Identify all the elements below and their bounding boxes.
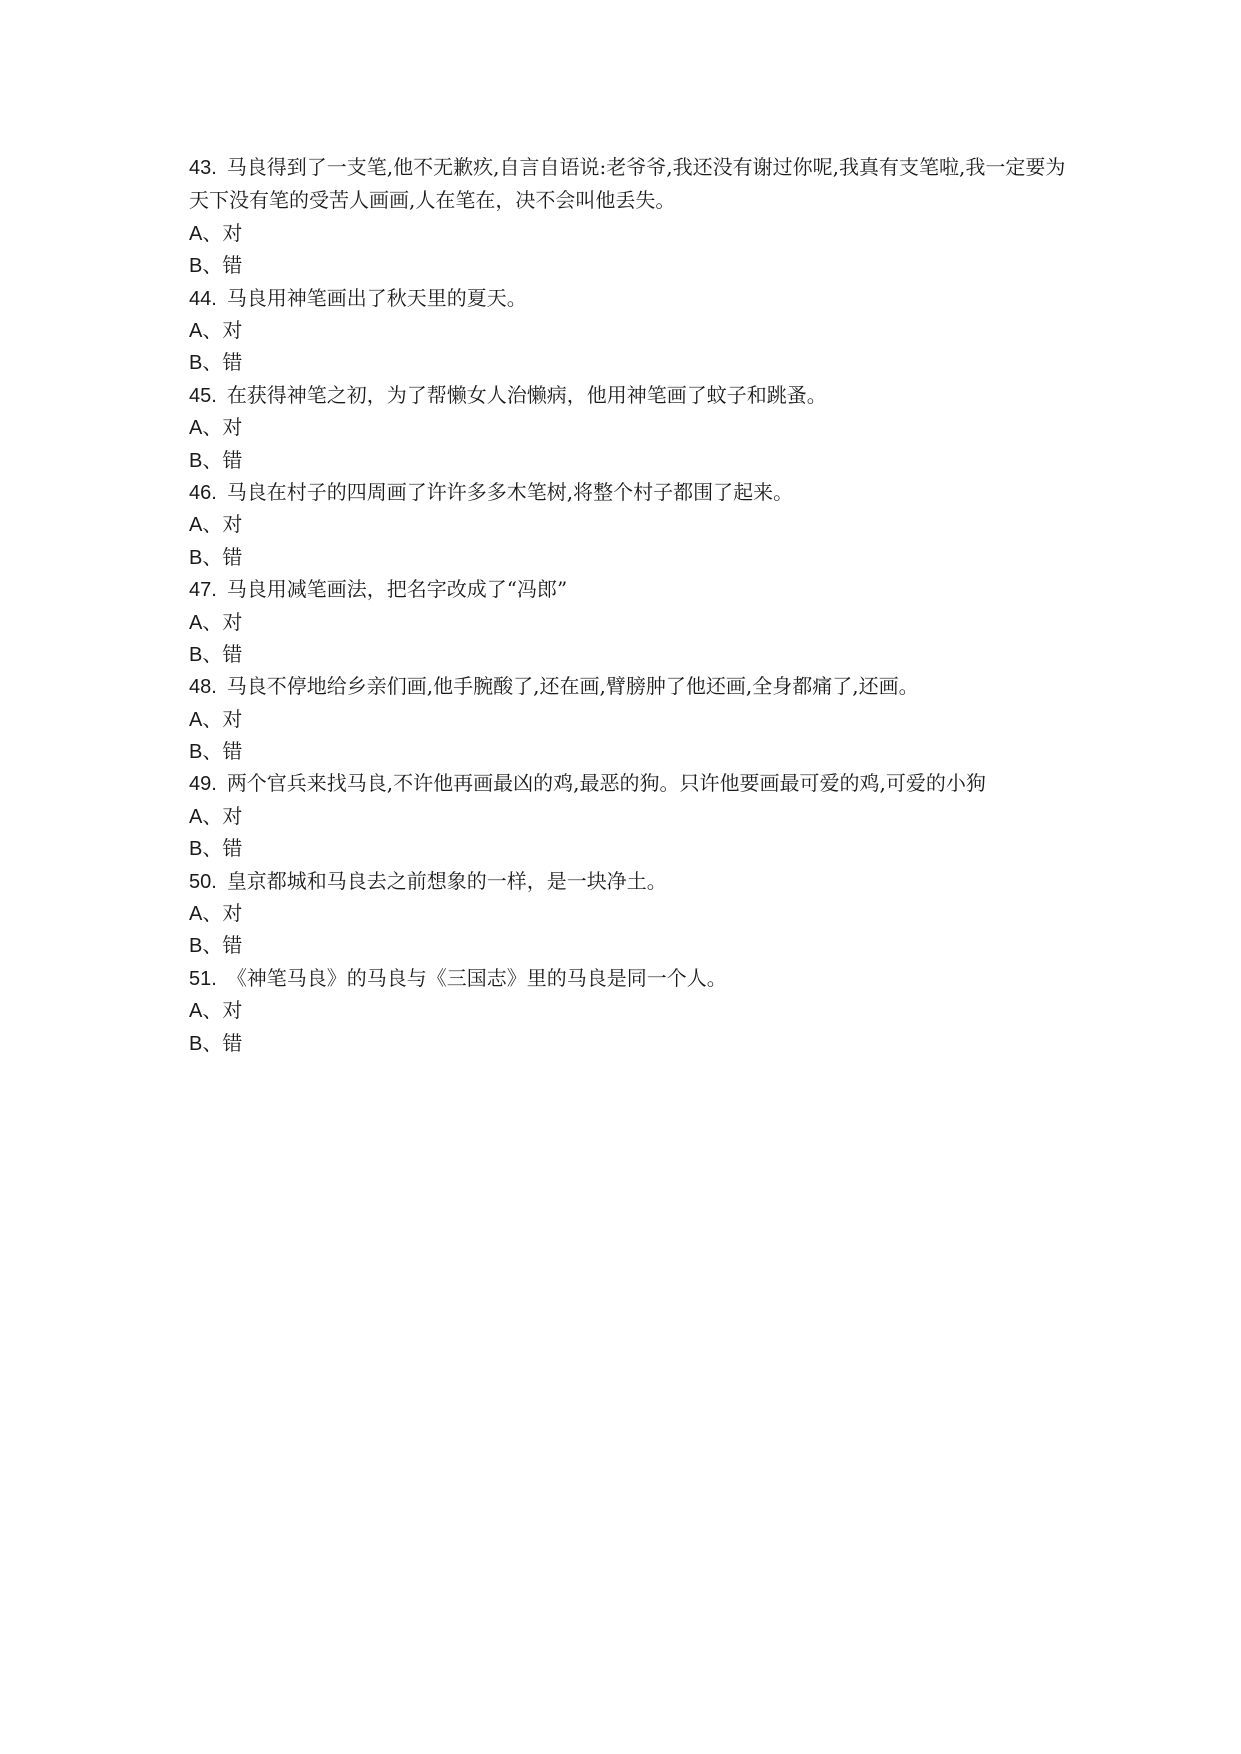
question-50 <box>189 865 1069 897</box>
option-letter: B <box>189 741 203 764</box>
option-separator: 、 <box>202 1030 223 1055</box>
option-letter: B <box>189 838 203 861</box>
question-number: 46. <box>189 481 217 504</box>
option-text: 对 <box>222 220 243 245</box>
option-letter: A <box>189 708 203 731</box>
option-b[interactable] <box>189 735 1069 767</box>
option-text: 错 <box>222 739 243 764</box>
option-separator: 、 <box>202 544 223 569</box>
question-text: 马良在村子的四周画了许许多多木笔树,将整个村子都围了起来。 <box>226 479 794 504</box>
question-number: 48. <box>189 676 217 699</box>
option-separator: 、 <box>202 706 223 731</box>
question-text: 皇京都城和马良去之前想象的一样，是一块净土。 <box>226 868 667 893</box>
option-text: 对 <box>222 609 243 634</box>
question-text: 两个官兵来找马良,不许他再画最凶的鸡,最恶的狗。只许他要画最可爱的鸡,可爱的小狗 <box>226 771 986 796</box>
option-letter: B <box>189 255 203 278</box>
question-text: 马良用减笔画法，把名字改成了“冯郎” <box>226 577 568 602</box>
option-a[interactable] <box>189 800 1069 832</box>
option-b[interactable] <box>189 929 1069 961</box>
question-number: 50. <box>189 870 217 893</box>
question-44 <box>189 282 1069 314</box>
option-b[interactable] <box>189 832 1069 864</box>
option-b[interactable] <box>189 1027 1069 1059</box>
option-a[interactable] <box>189 994 1069 1026</box>
option-letter: A <box>189 319 203 342</box>
option-letter: A <box>189 903 203 926</box>
question-text: 马良得到了一支笔,他不无歉疚,自言自语说:老爷爷,我还没有谢过你呢,我真有支笔啦,我一定要为天下没有笔的受苦人画画,人在笔在，决不会叫他丢失。 <box>189 155 1066 213</box>
quiz-page <box>189 151 1069 1059</box>
question-text: 马良不停地给乡亲们画,他手腕酸了,还在画,臂膀肿了他还画,全身都痛了,还画。 <box>226 674 919 699</box>
question-number: 45. <box>189 384 217 407</box>
option-text: 对 <box>222 706 243 731</box>
option-separator: 、 <box>202 350 223 375</box>
option-separator: 、 <box>202 512 223 537</box>
option-letter: B <box>189 935 203 958</box>
option-a[interactable] <box>189 217 1069 249</box>
question-text: 马良用神笔画出了秋天里的夏天。 <box>226 285 527 310</box>
question-number: 47. <box>189 579 217 602</box>
option-text: 对 <box>222 415 243 440</box>
option-letter: B <box>189 546 203 569</box>
option-b[interactable] <box>189 444 1069 476</box>
option-separator: 、 <box>202 901 223 926</box>
question-49 <box>189 767 1069 799</box>
option-text: 对 <box>222 998 243 1023</box>
option-letter: B <box>189 643 203 666</box>
question-number: 44. <box>189 287 217 310</box>
option-text: 错 <box>222 544 243 569</box>
option-a[interactable] <box>189 703 1069 735</box>
question-text: 在获得神笔之初，为了帮懒女人治懒病，他用神笔画了蚊子和跳蚤。 <box>226 382 827 407</box>
option-letter: A <box>189 611 203 634</box>
question-43 <box>189 151 1069 217</box>
option-b[interactable] <box>189 346 1069 378</box>
option-letter: B <box>189 352 203 375</box>
option-text: 对 <box>222 317 243 342</box>
option-letter: A <box>189 805 203 828</box>
option-text: 错 <box>222 447 243 472</box>
option-separator: 、 <box>202 739 223 764</box>
option-a[interactable] <box>189 411 1069 443</box>
option-a[interactable] <box>189 897 1069 929</box>
option-separator: 、 <box>202 609 223 634</box>
option-text: 错 <box>222 1030 243 1055</box>
option-letter: B <box>189 1032 203 1055</box>
option-text: 错 <box>222 253 243 278</box>
option-a[interactable] <box>189 508 1069 540</box>
question-number: 43. <box>189 157 217 179</box>
option-separator: 、 <box>202 803 223 828</box>
question-46 <box>189 476 1069 508</box>
option-separator: 、 <box>202 220 223 245</box>
option-separator: 、 <box>202 933 223 958</box>
question-number: 49. <box>189 773 217 796</box>
option-text: 对 <box>222 512 243 537</box>
option-separator: 、 <box>202 253 223 278</box>
option-separator: 、 <box>202 415 223 440</box>
option-letter: B <box>189 449 203 472</box>
option-separator: 、 <box>202 998 223 1023</box>
option-separator: 、 <box>202 447 223 472</box>
option-text: 对 <box>222 803 243 828</box>
question-51 <box>189 962 1069 994</box>
option-letter: A <box>189 417 203 440</box>
option-separator: 、 <box>202 641 223 666</box>
option-b[interactable] <box>189 541 1069 573</box>
option-text: 错 <box>222 350 243 375</box>
option-text: 错 <box>222 641 243 666</box>
option-text: 错 <box>222 933 243 958</box>
option-a[interactable] <box>189 606 1069 638</box>
option-letter: A <box>189 514 203 537</box>
question-text: 《神笔马良》的马良与《三国志》里的马良是同一个人。 <box>226 965 727 990</box>
question-45 <box>189 379 1069 411</box>
option-separator: 、 <box>202 317 223 342</box>
question-48 <box>189 670 1069 702</box>
option-b[interactable] <box>189 249 1069 281</box>
option-letter: A <box>189 1000 203 1023</box>
question-47 <box>189 573 1069 605</box>
option-text: 错 <box>222 836 243 861</box>
option-text: 对 <box>222 901 243 926</box>
option-a[interactable] <box>189 314 1069 346</box>
option-letter: A <box>189 222 203 245</box>
option-separator: 、 <box>202 836 223 861</box>
option-b[interactable] <box>189 638 1069 670</box>
question-number: 51. <box>189 967 217 990</box>
